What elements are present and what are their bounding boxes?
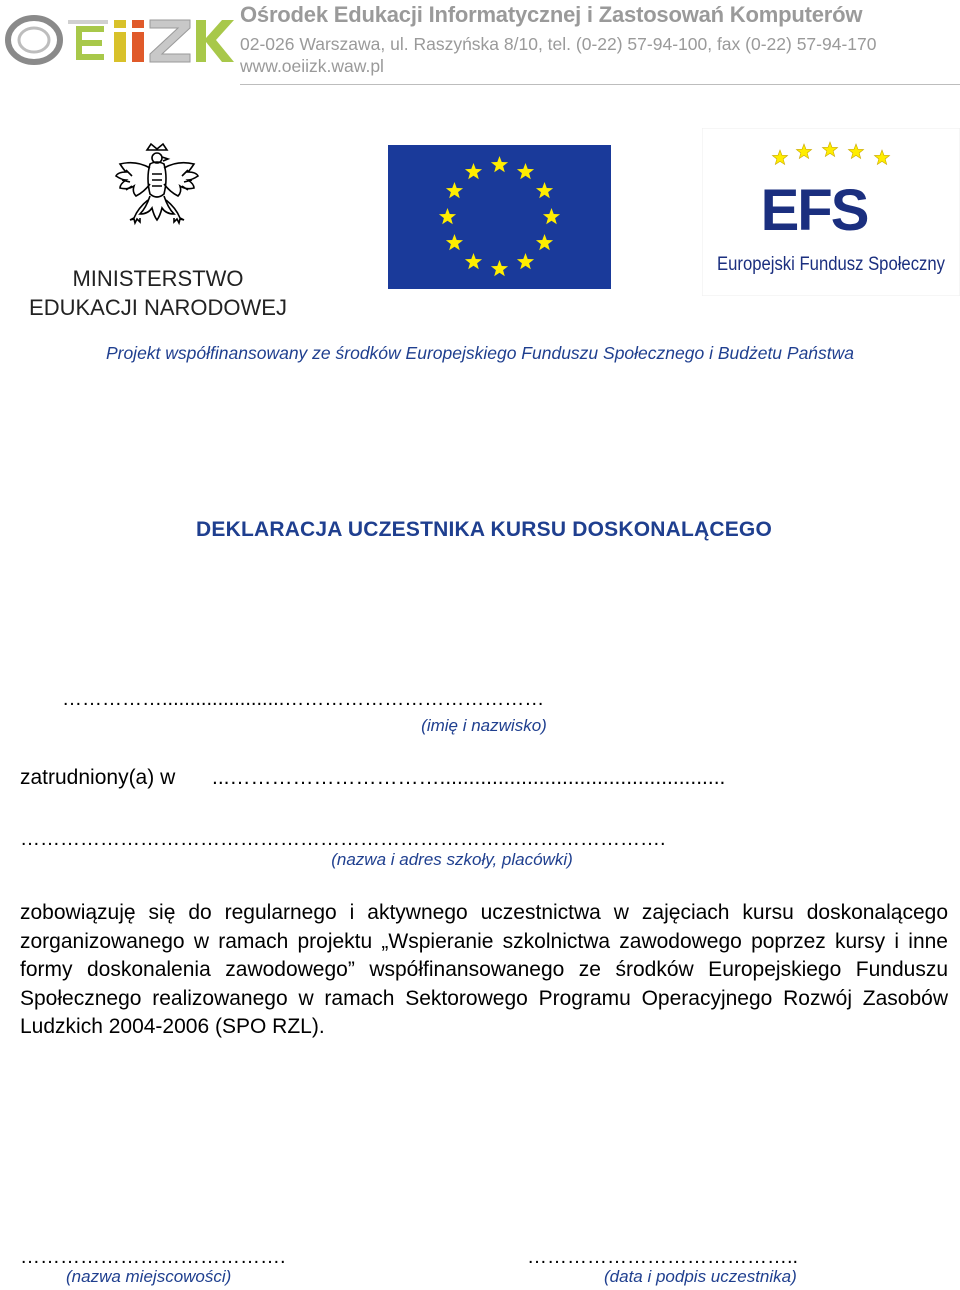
employer-field-dots[interactable]: ...…………………………................................................. (212, 766, 726, 789)
date-signature-caption: (data i podpis uczestnika) (604, 1267, 797, 1286)
efs-logo (702, 128, 960, 296)
place-field-caption: (nazwa miejscowości) (66, 1267, 232, 1286)
efs-full-name: Europejski Fundusz Społeczny (717, 254, 946, 275)
document-title: DEKLARACJA UCZESTNIKA KURSU DOSKONALĄCEGO (196, 518, 772, 541)
school-field-caption: (nazwa i adres szkoły, placówki) (331, 850, 573, 869)
polish-eagle-emblem (112, 140, 202, 238)
date-signature-field-dots[interactable]: ………………………………….. (527, 1246, 799, 1268)
organization-website: www.oeiizk.waw.pl (240, 56, 384, 76)
organization-name: Ośrodek Edukacji Informatycznej i Zastosowań Komputerów (240, 2, 863, 27)
employed-label: zatrudniony(a) w (20, 766, 176, 789)
place-field-dots[interactable]: …………………………………. (20, 1246, 286, 1268)
organization-address: 02-026 Warszawa, ul. Raszyńska 8/10, tel. (0-22) 57-94-100, fax (0-22) 57-94-170 (240, 34, 877, 54)
ministry-name (20, 264, 296, 322)
ministry-line-1: MINISTERSTWO (72, 266, 244, 291)
school-field-dots[interactable]: ……………………………………………………………………………………. (20, 828, 666, 850)
project-funding-line: Projekt współfinansowany ze środków Europejskiego Funduszu Społecznego i Budżetu Państwa (105, 343, 855, 363)
name-field-dots[interactable]: ……………......................………………………………… (62, 688, 545, 710)
oeiizk-logo (4, 6, 236, 74)
ministry-line-2: EDUKACJI NARODOWEJ (29, 295, 287, 320)
declaration-text: zobowiązuję się do regularnego i aktywnego uczestnictwa w zajęciach kursu doskonalącego zorganizowanego w ramach projektu „Wspieranie szkolnictwa zawodowego poprzez kursy i inne formy doskonalenia zawodowego” współfinansowanego ze środków Europejskiego Funduszu Społecznego realizowanego w ramach Sektorowego Programu Operacyjnego Rozwój Zasobów Ludzkich 2004-2006 (SPO RZL). (20, 901, 948, 1038)
name-field-caption: (imię i nazwisko) (421, 716, 547, 735)
header-divider (240, 84, 960, 85)
eu-flag (388, 145, 611, 289)
efs-abbrev: EFS (760, 178, 868, 243)
